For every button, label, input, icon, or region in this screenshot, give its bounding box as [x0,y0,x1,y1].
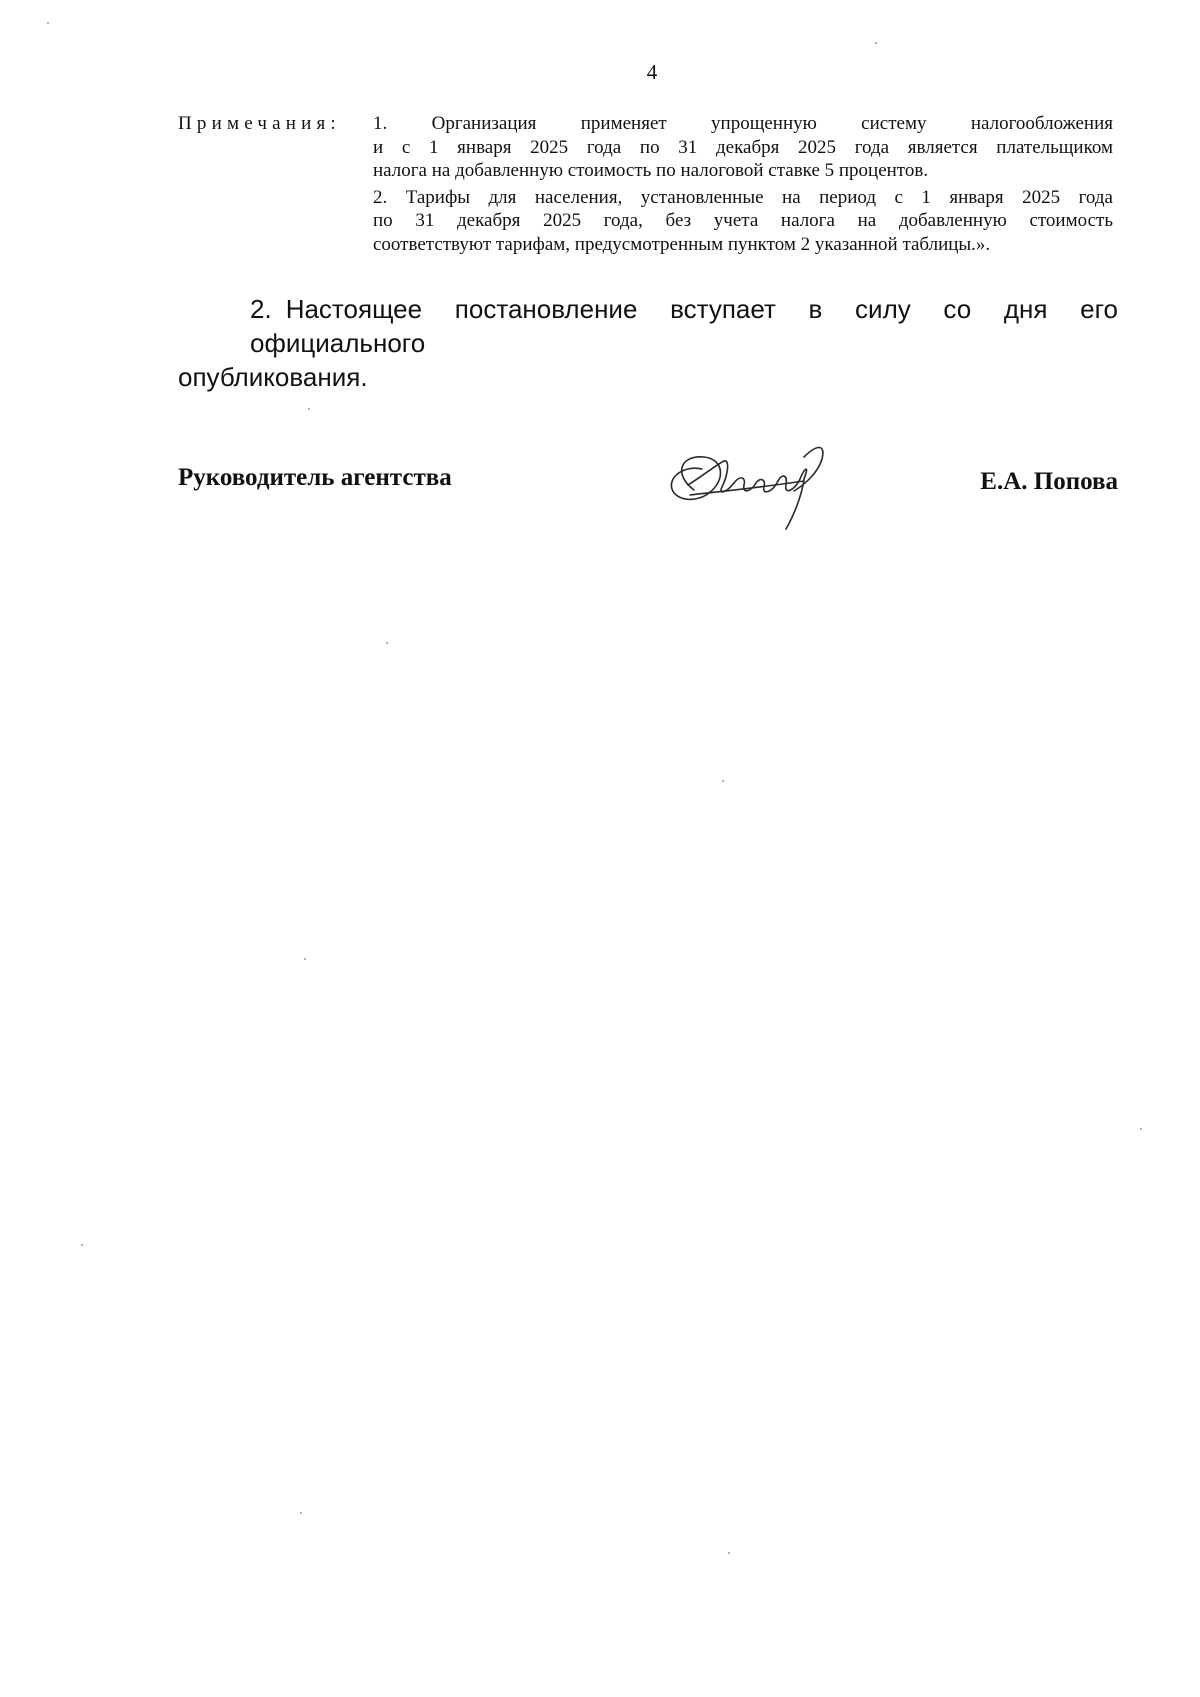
clause-text-start: Настоящее постановление вступает в силу со дня его официального [250,294,1118,358]
note-line: 1. Организация применяет упрощенную систему налогообложения [373,113,1113,134]
scan-speck [722,780,724,782]
notes-section [178,112,1113,256]
clause-line-1 [178,292,1118,360]
scan-speck [728,1552,730,1554]
notes-body [373,112,1113,256]
note-line: соответствуют тарифам, предусмотренным пунктом 2 указанной таблицы.». [373,233,991,255]
note-item-1 [373,112,1113,183]
scan-speck [300,1512,302,1514]
scan-speck [1140,1128,1142,1130]
note-line: по 31 декабря 2025 года, без учета налога на добавленную стоимость [373,210,1113,231]
scan-speck [304,958,306,960]
page-number: 4 [646,60,658,84]
note-line: 2. Тарифы для населения, установленные на период с 1 января 2025 года [373,186,1113,208]
clause-2 [178,292,1118,394]
signer-name: Е.А. Попова [980,468,1118,495]
note-line: и с 1 января 2025 года по 31 декабря 2025 года является плательщиком [373,136,1113,158]
signature-block [178,440,1118,530]
handwritten-signature [654,435,854,535]
scan-speck [386,642,388,644]
clause-number: 2. [250,294,272,324]
scan-speck [308,408,310,410]
scan-speck [81,1244,83,1246]
note-line: налога на добавленную стоимость по налоговой ставке 5 процентов. [373,160,929,181]
clause-line-2: опубликования. [178,362,368,392]
notes-label: Примечания: [178,113,341,134]
signer-title: Руководитель агентства [178,464,452,491]
scan-speck [47,22,49,24]
note-item-2 [373,186,1113,257]
scan-speck [875,42,877,44]
